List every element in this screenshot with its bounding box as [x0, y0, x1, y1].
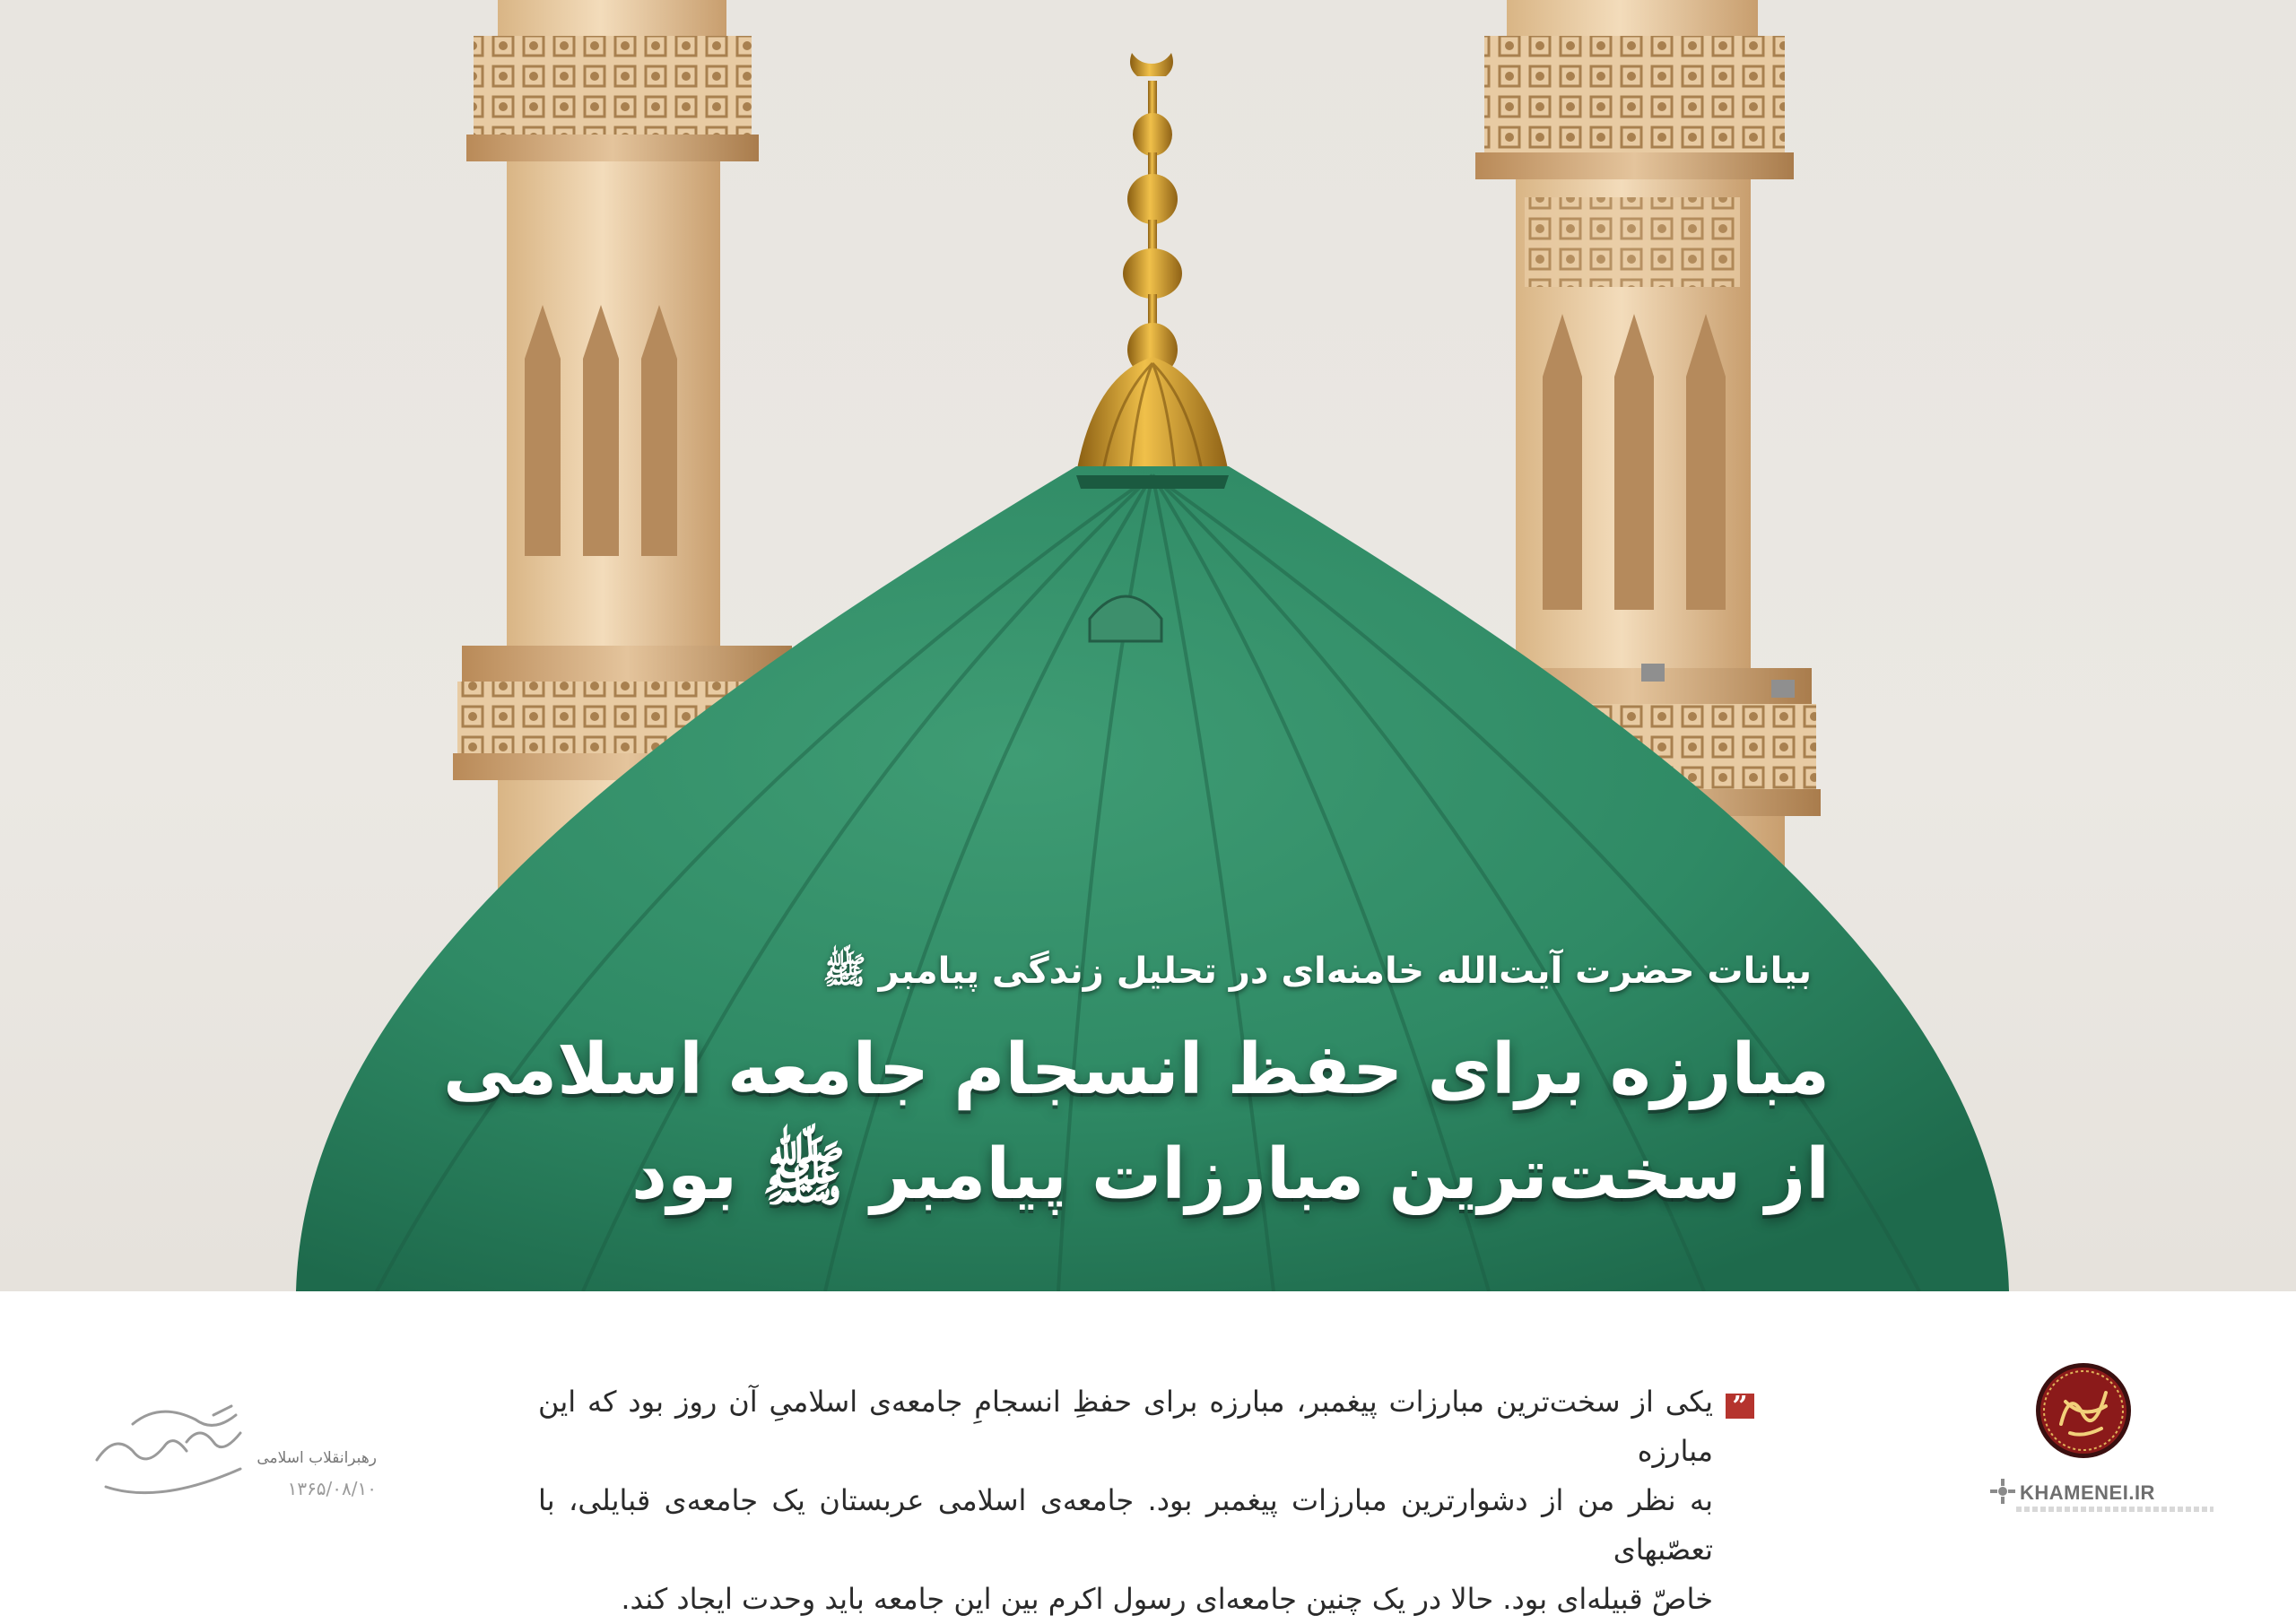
headline-line-2: از سخت‌ترین مبارزات پیامبر ﷺ بود	[631, 1134, 1830, 1215]
quote-text	[538, 1377, 1713, 1624]
site-name: KHAMENEI.IR	[2020, 1481, 2155, 1504]
gold-finial	[1076, 53, 1229, 473]
leader-title: رهبرانقلاب اسلامی	[257, 1449, 377, 1467]
speech-subtitle: بیانات حضرت آیت‌الله خامنه‌ای در تحلیل زندگی پیامبر ﷺ	[822, 951, 1812, 992]
signature-icon	[79, 1388, 267, 1505]
speech-date: ۱۳۶۵/۰۸/۱۰	[287, 1478, 377, 1499]
headline-line-1: مبارزه برای حفظ انسجام جامعه اسلامی	[442, 1029, 1830, 1110]
calligraphy-seal-logo-icon	[2034, 1361, 2133, 1460]
quote-line-3: خاصّ قبیله‌ای بود. حالا در یک چنین جامعه‌ای رسول اکرم بین این جامعه باید وحدت ایجاد کند.	[621, 1582, 1713, 1616]
quote-line-1: یکی از سخت‌ترین مبارزات پیغمبر، مبارزه برای حفظِ انسجامِ جامعه‌ی اسلامیِ آن روز بود که این مبارزه	[538, 1385, 1713, 1468]
quote-line-2: به نظر من از دشوارترین مبارزات پیغمبر بود. جامعه‌ی اسلامی عربستان یک جامعه‌ی قبایلی، با تعصّبهای	[538, 1483, 1713, 1567]
quote-mark-icon: ”	[1726, 1394, 1754, 1419]
site-tagline-decoration	[2016, 1507, 2213, 1512]
